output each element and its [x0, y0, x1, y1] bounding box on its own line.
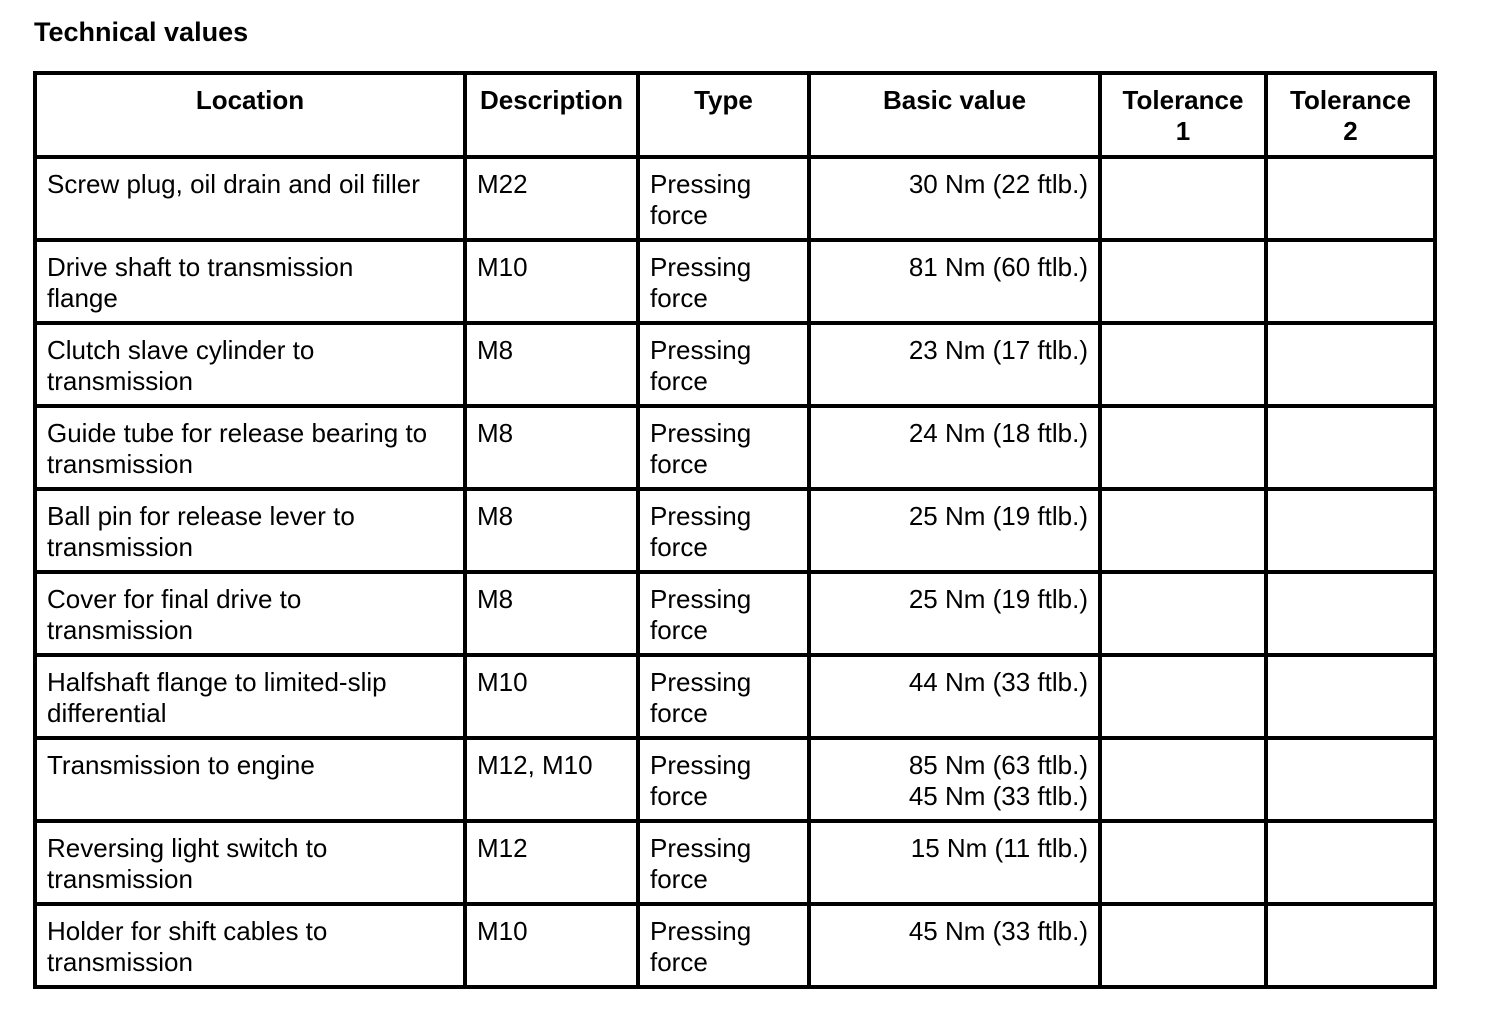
cell-tolerance-1: [1100, 655, 1266, 738]
cell-tolerance-1: [1100, 323, 1266, 406]
cell-type: [638, 821, 809, 904]
cell-line: M8: [477, 335, 514, 365]
cell-basic-value: [809, 572, 1100, 655]
cell-type: [638, 406, 809, 489]
cell-line: M10: [477, 916, 528, 946]
cell-tolerance-2: [1266, 406, 1435, 489]
cell-line: 30 Nm (22 ftlb.): [908, 169, 1088, 199]
cell-line: M12, M10: [477, 750, 593, 780]
cell-line: Transmission to engine: [47, 750, 315, 780]
cell-tolerance-1: [1100, 904, 1266, 987]
cell-line: Pressing: [650, 584, 752, 614]
cell-line: M22: [477, 169, 528, 199]
header-basic-value: Basic value: [809, 73, 1100, 157]
cell-line: Pressing: [650, 916, 752, 946]
cell-line: force: [650, 947, 708, 977]
cell-line: Pressing: [650, 169, 752, 199]
cell-line: 44 Nm (33 ftlb.): [908, 667, 1088, 697]
cell-basic-value: [809, 821, 1100, 904]
cell-line: Cover for final drive to: [47, 584, 302, 614]
cell-basic-value: [809, 738, 1100, 821]
cell-line: transmission: [47, 449, 193, 479]
cell-description: [465, 323, 638, 406]
cell-basic-value: [809, 406, 1100, 489]
cell-line: Drive shaft to transmission: [47, 252, 354, 282]
header-type: Type: [638, 73, 809, 157]
cell-description: [465, 157, 638, 240]
cell-type: [638, 655, 809, 738]
cell-line: 23 Nm (17 ftlb.): [908, 335, 1088, 365]
cell-basic-value: [809, 323, 1100, 406]
table-row: [35, 904, 1435, 987]
cell-tolerance-2: [1266, 572, 1435, 655]
cell-line: Pressing: [650, 750, 752, 780]
cell-tolerance-1: [1100, 738, 1266, 821]
cell-line: force: [650, 200, 708, 230]
cell-type: [638, 572, 809, 655]
cell-line: 25 Nm (19 ftlb.): [908, 584, 1088, 614]
cell-type: [638, 489, 809, 572]
cell-line: differential: [47, 698, 167, 728]
cell-line: force: [650, 366, 708, 396]
cell-line: transmission: [47, 615, 193, 645]
cell-description: [465, 821, 638, 904]
cell-line: flange: [47, 283, 118, 313]
cell-line: Ball pin for release lever to: [47, 501, 355, 531]
cell-tolerance-1: [1100, 157, 1266, 240]
cell-tolerance-1: [1100, 572, 1266, 655]
cell-location: [35, 904, 465, 987]
cell-basic-value: [809, 904, 1100, 987]
cell-type: [638, 157, 809, 240]
cell-description: [465, 572, 638, 655]
cell-tolerance-1: [1100, 489, 1266, 572]
cell-location: [35, 572, 465, 655]
cell-tolerance-1: [1100, 240, 1266, 323]
header-tolerance-1: Tolerance 1: [1100, 73, 1266, 157]
cell-line: 81 Nm (60 ftlb.): [908, 252, 1088, 282]
cell-line: Pressing: [650, 335, 752, 365]
header-location: Location: [35, 73, 465, 157]
cell-description: [465, 904, 638, 987]
cell-line: Halfshaft flange to limited-slip: [47, 667, 387, 697]
header-description: Description: [465, 73, 638, 157]
table-row: [35, 406, 1435, 489]
cell-line: Pressing: [650, 667, 752, 697]
cell-tolerance-2: [1266, 738, 1435, 821]
cell-line: 15 Nm (11 ftlb.): [910, 833, 1088, 863]
cell-line: M8: [477, 418, 514, 448]
page-title: Technical values: [34, 17, 249, 47]
cell-line: Screw plug, oil drain and oil filler: [47, 169, 420, 199]
cell-line: Reversing light switch to: [47, 833, 328, 863]
table-row: [35, 157, 1435, 240]
cell-line: force: [650, 615, 708, 645]
cell-basic-value: [809, 157, 1100, 240]
cell-line: M8: [477, 584, 514, 614]
table-row: [35, 489, 1435, 572]
cell-line: 85 Nm (63 ftlb.): [908, 750, 1088, 780]
cell-description: [465, 655, 638, 738]
cell-line: transmission: [47, 532, 193, 562]
cell-line: Pressing: [650, 501, 752, 531]
cell-location: [35, 655, 465, 738]
cell-line: M12: [477, 833, 528, 863]
table-row: [35, 738, 1435, 821]
cell-tolerance-2: [1266, 655, 1435, 738]
cell-basic-value: [809, 489, 1100, 572]
table-row: [35, 572, 1435, 655]
cell-tolerance-2: [1266, 157, 1435, 240]
cell-line: 25 Nm (19 ftlb.): [908, 501, 1088, 531]
cell-line: 45 Nm (33 ftlb.): [908, 781, 1088, 811]
cell-location: [35, 323, 465, 406]
cell-tolerance-2: [1266, 240, 1435, 323]
cell-line: Holder for shift cables to: [47, 916, 328, 946]
cell-line: Pressing: [650, 833, 752, 863]
cell-tolerance-2: [1266, 489, 1435, 572]
cell-line: force: [650, 698, 708, 728]
cell-line: Pressing: [650, 418, 752, 448]
cell-tolerance-1: [1100, 821, 1266, 904]
cell-description: [465, 738, 638, 821]
cell-line: M8: [477, 501, 514, 531]
cell-basic-value: [809, 240, 1100, 323]
cell-description: [465, 406, 638, 489]
cell-line: transmission: [47, 947, 193, 977]
cell-basic-value: [809, 655, 1100, 738]
table-row: [35, 655, 1435, 738]
cell-line: force: [650, 283, 708, 313]
cell-line: M10: [477, 252, 528, 282]
table-row: [35, 323, 1435, 406]
cell-line: force: [650, 532, 708, 562]
cell-line: force: [650, 864, 708, 894]
cell-description: [465, 489, 638, 572]
cell-tolerance-2: [1266, 821, 1435, 904]
cell-type: [638, 240, 809, 323]
cell-line: force: [650, 781, 708, 811]
cell-type: [638, 738, 809, 821]
cell-tolerance-2: [1266, 323, 1435, 406]
header-row: [35, 73, 1435, 157]
technical-values-table: [33, 71, 1437, 989]
cell-tolerance-2: [1266, 904, 1435, 987]
cell-line: Pressing: [650, 252, 752, 282]
cell-location: [35, 406, 465, 489]
cell-line: transmission: [47, 864, 193, 894]
cell-line: 45 Nm (33 ftlb.): [908, 916, 1088, 946]
cell-line: M10: [477, 667, 528, 697]
header-tolerance-2: Tolerance 2: [1266, 73, 1435, 157]
cell-location: [35, 738, 465, 821]
cell-line: force: [650, 449, 708, 479]
cell-location: [35, 157, 465, 240]
cell-description: [465, 240, 638, 323]
cell-tolerance-1: [1100, 406, 1266, 489]
cell-location: [35, 821, 465, 904]
cell-line: Clutch slave cylinder to: [47, 335, 315, 365]
cell-type: [638, 904, 809, 987]
cell-type: [638, 323, 809, 406]
table-row: [35, 821, 1435, 904]
cell-line: 24 Nm (18 ftlb.): [908, 418, 1088, 448]
table-row: [35, 240, 1435, 323]
cell-line: Guide tube for release bearing to: [47, 418, 428, 448]
cell-location: [35, 489, 465, 572]
cell-location: [35, 240, 465, 323]
cell-line: transmission: [47, 366, 193, 396]
